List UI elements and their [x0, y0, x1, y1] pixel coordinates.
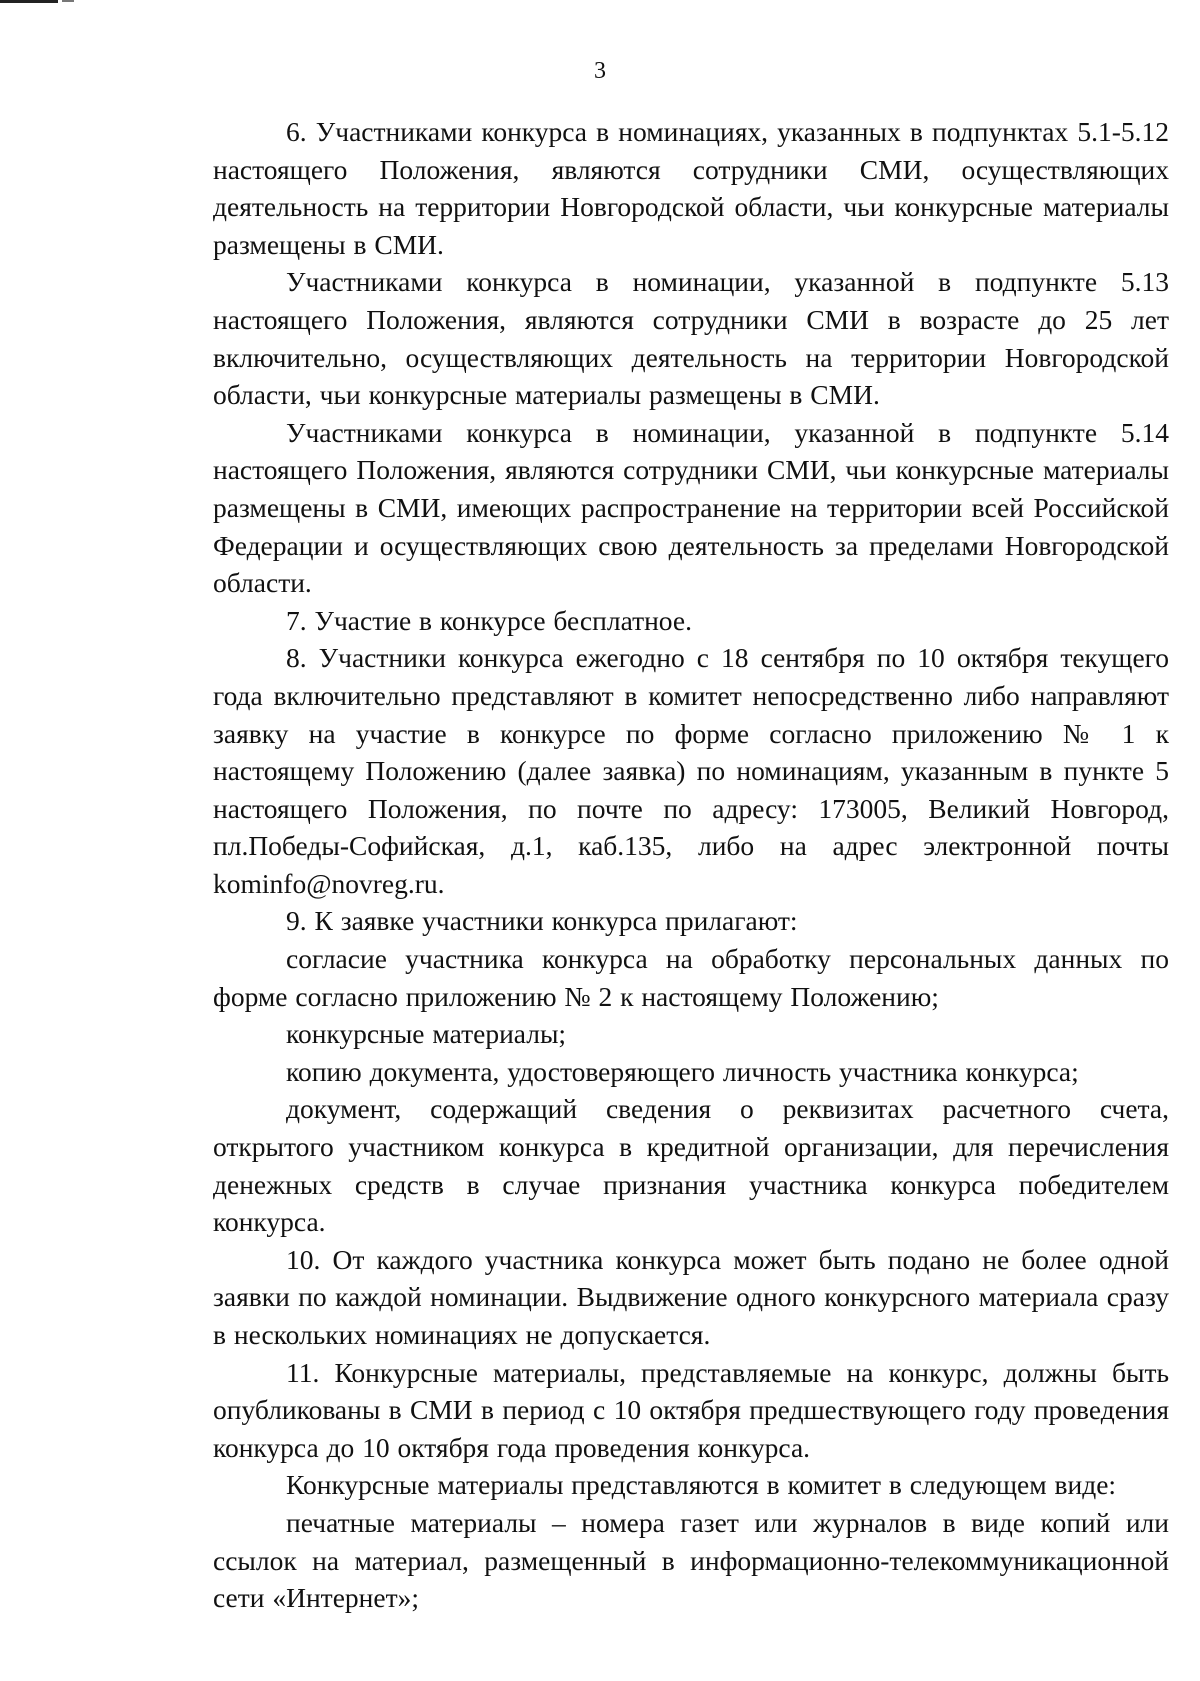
list-item-bank-details: документ, содержащий сведения о реквизитах расчетного счета, открытого участником конкурса в кредитной организации, для перечисления денежных средств в случае признания участника конкурса победителем конкурса. [213, 1093, 1169, 1238]
paragraph-10: 10. От каждого участника конкурса может быть подано не более одной заявки по каждой номинации. Выдвижение одного конкурсного материала сразу в нескольких номинациях не допускается. [213, 1243, 1169, 1350]
paragraph-11-form: Конкурсные материалы представляются в комитет в следующем виде: [286, 1469, 1117, 1501]
list-item-id-copy: копию документа, удостоверяющего личность участника конкурса; [286, 1055, 1079, 1087]
paragraph-9: 9. К заявке участники конкурса прилагают: [286, 905, 798, 937]
document-body [213, 113, 1169, 1617]
paragraph-6-nomination-5-14: Участниками конкурса в номинации, указанной в подпункте 5.14 настоящего Положения, являются сотрудники СМИ, чьи конкурсные материалы размещены в СМИ, имеющих распространение на территории всей Российской Федерации и осуществляющих свою деятельность за пределами Новгородской области. [213, 416, 1169, 599]
list-item-materials: конкурсные материалы; [286, 1018, 567, 1050]
paragraph-7: 7. Участие в конкурсе бесплатное. [286, 604, 692, 636]
paragraph-8: 8. Участники конкурса ежегодно с 18 сентября по 10 октября текущего года включительно представляют в комитет непосредственно либо направляют заявку на участие в конкурсе по форме согласно приложению № 1 к настоящему Положению (далее заявка) по номинациям, указанным в пункте 5 настоящего Положения, по почте по адресу: 173005, Великий Новгород, пл.Победы-Софийская, д.1, каб.135, либо на адрес электронной почты kominfo@novreg.ru. [213, 642, 1169, 899]
list-item-print-materials: печатные материалы – номера газет или журналов в виде копий или ссылок на материал, размещенный в информационно-телекоммуникационной сети «Интернет»; [213, 1506, 1169, 1614]
page-number: 3 [594, 58, 606, 84]
scan-mark-tail [62, 0, 74, 2]
paragraph-6-nomination-5-13: Участниками конкурса в номинации, указанной в подпункте 5.13 настоящего Положения, являются сотрудники СМИ в возрасте до 25 лет включительно, осуществляющих деятельность на территории Новгородской области, чьи конкурсные материалы размещены в СМИ. [213, 266, 1169, 411]
paragraph-11: 11. Конкурсные материалы, представляемые на конкурс, должны быть опубликованы в СМИ в период с 10 октября предшествующего году проведения конкурса до 10 октября года проведения конкурса. [213, 1356, 1169, 1463]
paragraph-6: 6. Участниками конкурса в номинациях, указанных в подпунктах 5.1-5.12 настоящего Положения, являются сотрудники СМИ, осуществляющих деятельность на территории Новгородской области, чьи конкурсные материалы размещены в СМИ. [213, 116, 1169, 260]
list-item-consent: согласие участника конкурса на обработку персональных данных по форме согласно приложению № 2 к настоящему Положению; [213, 943, 1169, 1012]
scan-mark [0, 0, 58, 3]
